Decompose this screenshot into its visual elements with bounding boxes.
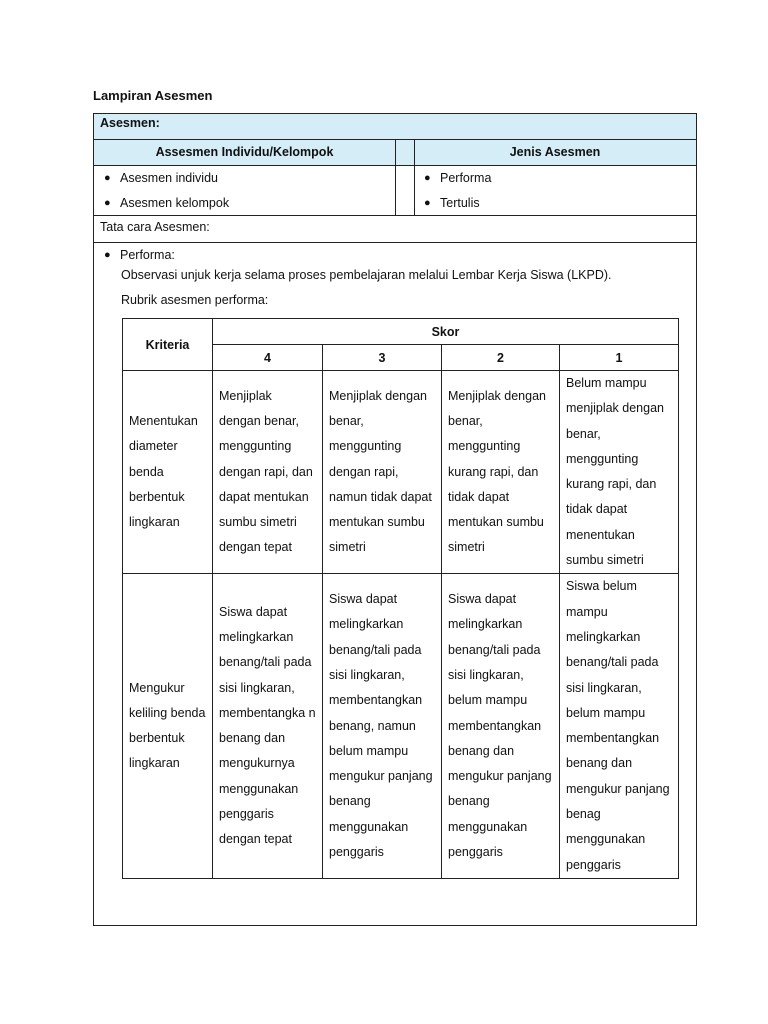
score-cell: Siswa dapat melingkarkan benang/tali pada sisi lingkaran, membentangka n benang dan mengukurnya menggunakan penggaris dengan tepat [213,574,323,879]
table-row [123,371,679,574]
score-cell: Menjiplak dengan benar, menggunting dengan rapi, namun tidak dapat mentukan sumbu simetri [323,371,442,574]
divider [395,140,396,216]
skor-header: Skor [213,319,679,345]
divider [414,140,415,216]
score-cell: Siswa dapat melingkarkan benang/tali pada sisi lingkaran, membentangkan benang, namun belum mampu mengukur panjang benang menggunakan penggaris [323,574,442,879]
score-cell: Belum mampu menjiplak dengan benar, menggunting kurang rapi, dan tidak dapat menentukan sumbu simetri [560,371,679,574]
criteria-cell: Menentukan diameter benda berbentuk lingkaran [123,371,213,574]
score-header: 3 [323,345,442,371]
bullet-icon: ● [104,249,111,261]
score-cell: Siswa belum mampu melingkarkan benang/tali pada sisi lingkaran, belum mampu membentangkan benang dan mengukur panjang benag menggunakan penggaris [560,574,679,879]
rubric-table [122,318,679,879]
section-header: Asesmen: [94,114,696,140]
criteria-cell: Mengukur keliling benda berbentuk lingkaran [123,574,213,879]
page-title: Lampiran Asesmen [93,88,213,103]
bullet-icon: ● [104,172,111,184]
table-row [123,319,679,345]
bullet-icon: ● [104,197,111,209]
score-header: 4 [213,345,323,371]
score-header: 1 [560,345,679,371]
assessment-list-row: ● Asesmen individu ● Asesmen kelompok ● Performa ● Tertulis [94,166,696,216]
table-row [123,574,679,879]
score-cell: Menjiplak dengan benar, menggunting kurang rapi, dan tidak dapat mentukan sumbu simetri [442,371,560,574]
observasi-text: Observasi unjuk kerja selama proses pembelajaran melalui Lembar Kerja Siswa (LKPD). [121,268,612,282]
bullet-icon: ● [424,172,431,184]
bullet-icon: ● [424,197,431,209]
rubrik-label: Rubrik asesmen performa: [121,293,269,307]
tata-cara-label: Tata cara Asesmen: [94,216,696,243]
col-right-header: Jenis Asesmen [509,145,601,159]
kriteria-header: Kriteria [123,319,213,371]
score-cell: Menjiplak dengan benar, menggunting dengan rapi, dan dapat mentukan sumbu simetri dengan tepat [213,371,323,574]
col-left-header: Assesmen Individu/Kelompok [155,145,334,159]
assessment-box [93,113,697,926]
score-header: 2 [442,345,560,371]
performa-label: Performa: [120,248,175,262]
score-cell: Siswa dapat melingkarkan benang/tali pada sisi lingkaran, belum mampu membentangkan benang dan mengukur panjang benang menggunakan penggaris [442,574,560,879]
